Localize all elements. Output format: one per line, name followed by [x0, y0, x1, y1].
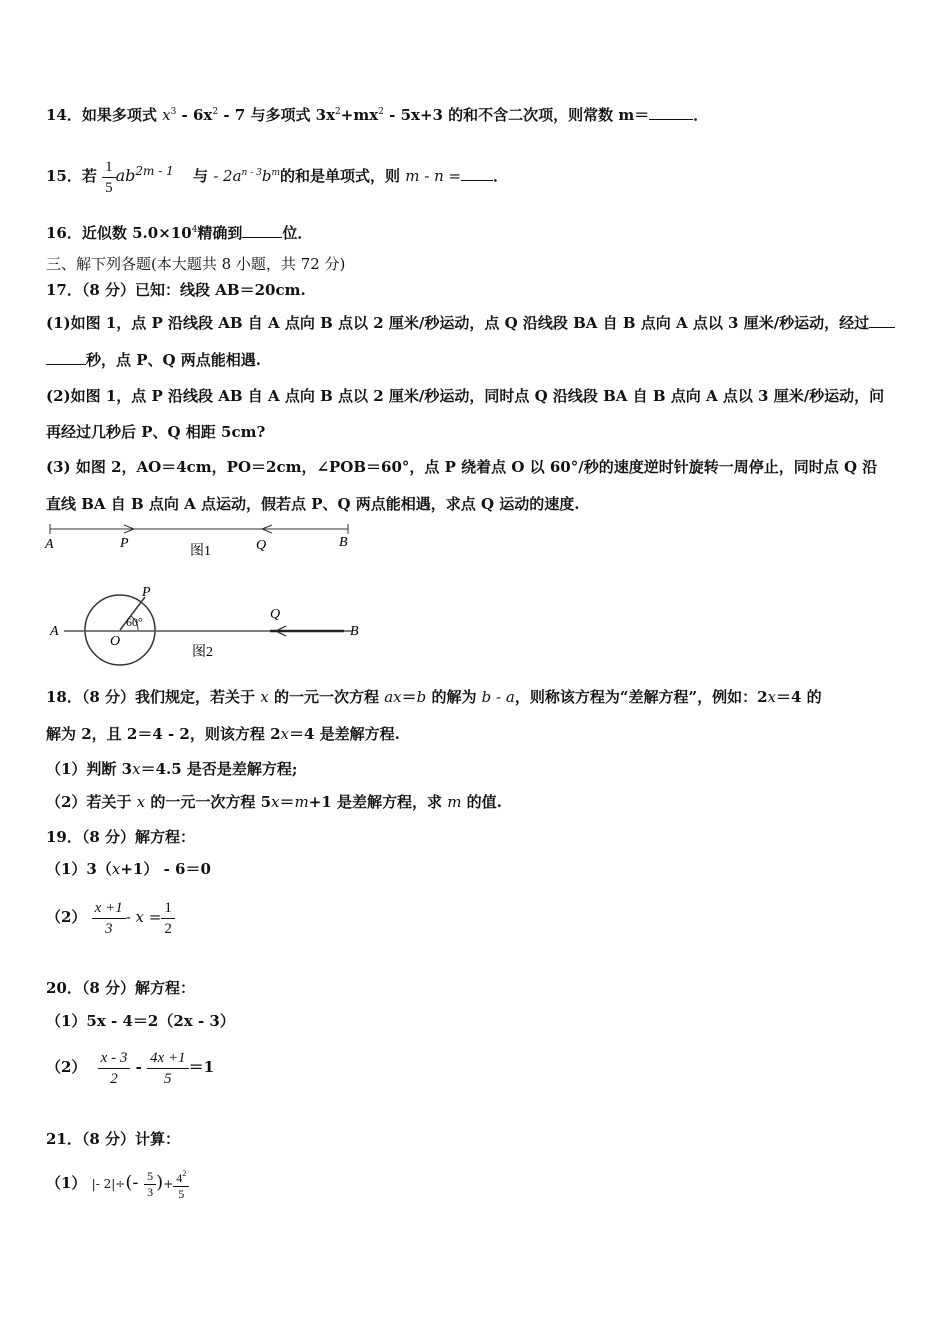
answer-blank: [242, 223, 282, 238]
q20-part2: （2） $\frac{x - 3}{2}$ - $\frac{4x +1}{5}$ ＝1: [46, 1049, 214, 1087]
label-Q: Q: [270, 607, 281, 622]
label-B: B: [350, 624, 359, 639]
fraction-one-fifth: $\frac{1}{5}$: [102, 157, 116, 198]
answer-blank: [649, 105, 693, 120]
q20-stem: 20．（8 分）解方程：: [46, 979, 196, 997]
q17-part2: (2)如图 1，点 P 沿线段 AB 自 A 点向 B 点以 2 厘米/秒运动，同时点 Q 沿线段 BA 自 B 点向 A 点以 3 厘米/秒运动，问: [46, 387, 885, 405]
answer-blank: [869, 313, 895, 328]
q17-part3: (3) 如图 2，AO＝4cm，PO＝2cm，∠POB＝60°，点 P 绕着点 O 以 60°/秒的速度逆时针旋转一周停止，同时点 Q 沿: [46, 458, 878, 476]
label-A: A: [45, 537, 54, 552]
label-Q: Q: [256, 538, 267, 553]
answer-blank: [461, 166, 493, 181]
q17-part1-cont: 秒，点 P、Q 两点能相遇.: [46, 350, 261, 370]
q19-part1: （1）3（x+1） - 6＝0: [46, 860, 211, 878]
label-O: O: [110, 634, 121, 649]
q17-part1: (1)如图 1，点 P 沿线段 AB 自 A 点向 B 点以 2 厘米/秒运动，点 Q 沿线段 BA 自 B 点向 A 点以 3 厘米/秒运动，经过: [46, 313, 895, 333]
label-A: A: [50, 624, 59, 639]
figure-1: [40, 520, 370, 562]
figure-2: [40, 578, 380, 670]
q18-part1: （1）判断 3x＝4.5 是否是差解方程;: [46, 760, 298, 778]
fraction: $\frac{5}{3}$: [144, 1169, 156, 1200]
question-14: 14．如果多项式 $x^3 - 6x^2 - 7$ 与多项式 $3x^2+mx^2 - 5x+3$ 的和不含二次项，则常数 m＝ ．: [46, 106, 709, 124]
section-heading: 三、解下列各题(本大题共 8 小题，共 72 分): [46, 255, 346, 273]
figure-caption: 图2: [192, 645, 213, 660]
question-16: 16．近似数 $5.0\times 10^4$精确到 位．: [46, 224, 313, 242]
q18-stem: 18．（8 分）我们规定，若关于 x 的一元一次方程 ax＝b 的解为 b - a，则称该方程为“差解方程”，例如：2x＝4 的: [46, 688, 822, 706]
angle-label: 60°: [126, 615, 143, 629]
label-P: P: [142, 585, 151, 600]
label-B: B: [339, 535, 348, 550]
q19-stem: 19．（8 分）解方程：: [46, 828, 196, 846]
fraction: $\frac{4^2}{5}$: [173, 1166, 189, 1202]
q17-part3-cont: 直线 BA 自 B 点向 A 点运动，假若点 P、Q 两点能相遇，求点 Q 运动的速度.: [46, 495, 580, 513]
q21-part1: （1） |- 2|÷(- $\frac{5}{3}$ )+ $\frac{4^2}{5}$: [46, 1163, 189, 1204]
q19-part2: （2） $\frac{x +1}{3}$ - x = $\frac{1}{2}$: [46, 895, 175, 939]
figure-caption: 图1: [190, 544, 211, 559]
q18-part2: （2）若关于 x 的一元一次方程 5x＝m+1 是差解方程，求 m 的值.: [46, 793, 502, 811]
fraction: $\frac{4x +1}{5}$: [147, 1048, 189, 1089]
q17-part2-cont: 再经过几秒后 P、Q 相距 5cm?: [46, 423, 266, 441]
q20-part1: （1）5x - 4＝2（2x - 3）: [46, 1012, 235, 1030]
fraction: $\frac{x - 3}{2}$: [98, 1048, 131, 1089]
fraction: $\frac{x +1}{3}$: [92, 898, 126, 939]
fraction: $\frac{1}{2}$: [161, 898, 175, 939]
question-15: 15．若 $\frac{1}{5}$ $ab^{2m - 1}$ 与 - $2a^{n - 3}b^m$的和是单项式，则 m - n = ．: [46, 158, 509, 196]
q18-stem-cont: 解为 2，且 2＝4 - 2，则该方程 2x＝4 是差解方程.: [46, 725, 400, 743]
q17-stem: 17．（8 分）已知：线段 AB＝20cm.: [46, 281, 306, 299]
label-P: P: [120, 536, 129, 551]
q14-number: 14．: [46, 106, 82, 124]
q21-stem: 21．（8 分）计算：: [46, 1130, 181, 1148]
answer-blank: [46, 350, 86, 365]
